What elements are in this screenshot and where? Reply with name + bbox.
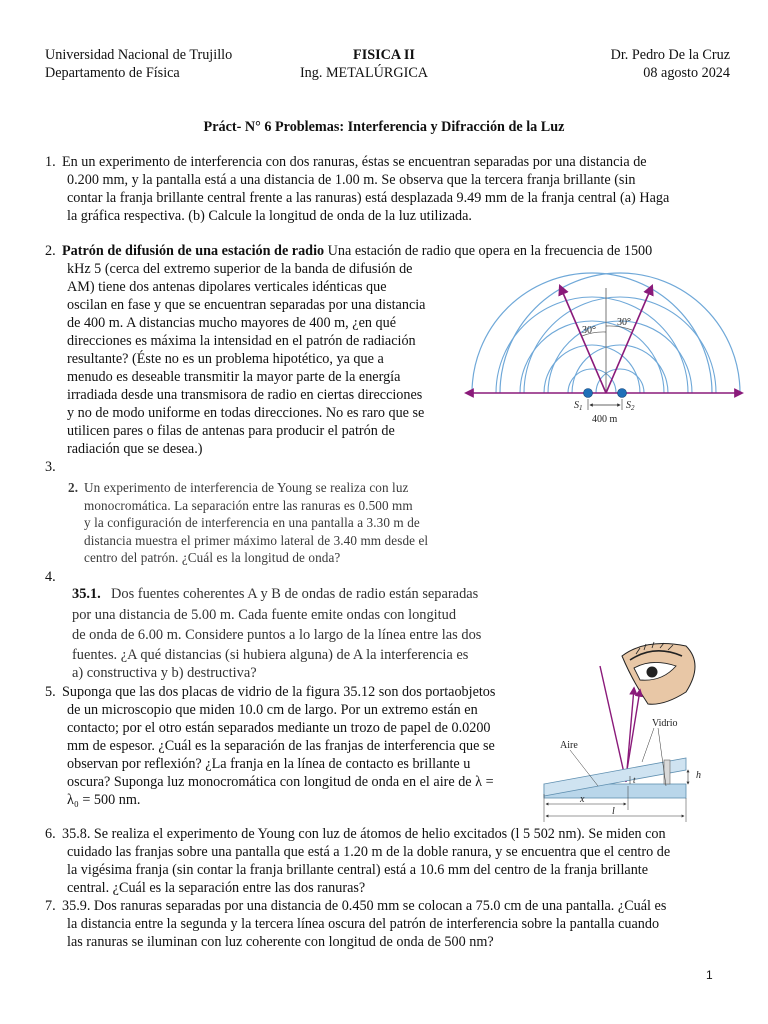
problem-2-line-4: oscilan en fase y que se encuentran separadas por una distancia <box>67 297 426 313</box>
header-department: Departamento de Física <box>45 65 180 81</box>
problem-6-line-3: la vigésima franja (sin contar la franja brillante central) está a 10.6 mm del centro de la franja brillante <box>67 862 649 878</box>
problem-5-line-6: oscura? Suponga luz monocromática con longitud de onda en el aire de λ = <box>67 774 494 790</box>
problem-1-number: 1. <box>45 154 56 170</box>
length-label: l <box>612 806 615 817</box>
problem-4-line-3: de onda de 6.00 m. Considere puntos a lo largo de la línea entre las dos <box>72 627 482 643</box>
angle-right-label: 30° <box>617 317 631 328</box>
problem-3-scan-number: 2. <box>68 480 79 495</box>
problem-6-line-1: 35.8. Se realiza el experimento de Young con luz de átomos de helio excitados (l 5 502 nm). Se miden con <box>62 826 666 842</box>
header-program: Ing. METALÚRGICA <box>299 65 429 81</box>
problem-1-line-3: contar la franja brillante central frente a las ranuras) está desplazada 9.49 mm de la franja central (a) Haga <box>67 190 670 206</box>
antenna-s2-dot <box>618 389 627 398</box>
problem-2-line-9: irradiada desde una transmisora de radio en ciertas direcciones <box>67 387 423 403</box>
antenna-pattern-figure <box>462 268 744 428</box>
angle-left-label: 30° <box>582 325 596 336</box>
problem-2-line-11: utilicen pares o filas de antenas para producir el patrón de <box>67 423 395 439</box>
problem-3-line-4: distancia muestra el primer máximo lateral de 3.40 mm desde el <box>84 533 429 548</box>
problem-7-line-2: la distancia entre la segunda y la tercera línea oscura del patrón de interferencia sobre la pantalla cuando <box>67 916 660 932</box>
problem-5-line-7: λ₀ = 500 nm. <box>67 792 141 808</box>
air-label: Aire <box>560 740 578 751</box>
x-label: x <box>580 794 585 805</box>
problem-6-line-2: cuidado las franjas sobre una pantalla que está a 1.20 m de la doble ranura, y se encuentra que el centro de <box>67 844 671 860</box>
problem-2-line-8: menudo es deseable transmitir la mayor parte de la energía <box>67 369 401 385</box>
header-professor: Dr. Pedro De la Cruz <box>610 47 730 63</box>
paper-spacer <box>664 760 670 784</box>
problem-2-number: 2. <box>45 243 56 259</box>
problem-1-line-2: 0.200 mm, y la pantalla está a una distancia de 1.00 m. Se observa que la tercera franja brillante (sin <box>67 172 636 188</box>
problem-2-line-6: direcciones es máxima la intensidad en el patrón de radiación <box>67 333 416 349</box>
problem-2-line-5: de 400 m. A distancias mucho mayores de 400 m, ¿en qué <box>67 315 396 331</box>
source-1-label: $S_1$ <box>574 400 583 412</box>
problem-5-line-1: Suponga que las dos placas de vidrio de la figura 35.12 son dos portaobjetos <box>62 684 496 700</box>
max-direction-left <box>560 286 606 393</box>
problem-2-line-12: radiación que se desea.) <box>67 441 203 457</box>
header-university: Universidad Nacional de Trujillo <box>45 47 233 63</box>
problem-5-line-3: contacto; por el otro están separados mediante un trozo de papel de 0.0200 <box>67 720 491 736</box>
problem-3-number: 3. <box>45 459 56 475</box>
incident-ray <box>600 666 626 782</box>
problem-5-line-5: observan por reflexión? ¿La franja en la línea de contacto es brillante u <box>67 756 471 772</box>
header-date: 08 agosto 2024 <box>643 65 730 81</box>
problem-5-number: 5. <box>45 684 56 700</box>
problem-4-number: 4. <box>45 569 56 585</box>
problem-2-line-7: resultante? (Éste no es un problema hipotético, ya que a <box>67 351 384 367</box>
problem-1-line-4: la gráfica respectiva. (b) Calcule la longitud de onda de la luz utilizada. <box>67 208 472 224</box>
problem-1-line-1: En un experimento de interferencia con dos ranuras, éstas se encuentran separadas por una distancia de <box>62 154 647 170</box>
problem-7-line-1: 35.9. Dos ranuras separadas por una distancia de 0.450 mm se colocan a 75.0 cm de una pantalla. ¿Cuál es <box>62 898 667 914</box>
problem-7-number: 7. <box>45 898 56 914</box>
height-label: h <box>696 770 701 781</box>
problem-7-line-3: las ranuras se iluminan con luz coherente con longitud de onda de 500 nm? <box>67 934 494 950</box>
distance-label: 400 m <box>592 414 618 425</box>
max-direction-right <box>606 286 652 393</box>
problem-6-number: 6. <box>45 826 56 842</box>
page-number: 1 <box>706 968 713 982</box>
problem-5-line-4: mm de espesor. ¿Cuál es la separación de las franjas de interferencia que se <box>67 738 495 754</box>
problem-4-line-4: fuentes. ¿A qué distancias (si hubiera alguna) de A la interferencia es <box>72 647 469 663</box>
thickness-label: t <box>633 775 636 785</box>
problem-2-bold-lead: Patrón de difusión de una estación de radio <box>62 243 325 259</box>
problem-6-line-4: central. ¿Cuál es la separación entre las dos ranuras? <box>67 880 366 896</box>
problem-2-line-10: y no de modo uniforme en todas direcciones. No es raro que se <box>67 405 425 421</box>
problem-2-line-2: kHz 5 (cerca del extremo superior de la banda de difusión de <box>67 261 413 277</box>
problem-4-line-5: a) constructiva y b) destructiva? <box>72 665 257 681</box>
header-course: FISICA II <box>353 47 415 63</box>
problem-3-line-3: y la configuración de interferencia en una pantalla a 3.30 m de <box>84 515 420 530</box>
problem-2-line-3: AM) tiene dos antenas dipolares verticales idénticas que <box>67 279 387 295</box>
page-title: Práct- N° 6 Problemas: Interferencia y Difracción de la Luz <box>203 119 565 135</box>
problem-5-line-2: de un microscopio que miden 10.0 cm de largo. Por un extremo están en <box>67 702 478 718</box>
air-wedge-figure <box>536 636 720 822</box>
problem-4-line-1: Dos fuentes coherentes A y B de ondas de radio están separadas <box>111 586 479 602</box>
source-2-label: $S_2$ <box>626 400 635 412</box>
problem-2-line-1 <box>62 242 652 260</box>
problem-3-line-5: centro del patrón. ¿Cuál es la longitud de onda? <box>84 550 341 565</box>
problem-3-line-2: monocromática. La separación entre las ranuras es 0.500 mm <box>84 498 413 513</box>
problem-2-first-line-rest: Una estación de radio que opera en la frecuencia de 1500 <box>324 243 653 259</box>
glass-label: Vidrio <box>652 718 678 729</box>
problem-4-line-2: por una distancia de 5.00 m. Cada fuente emite ondas con longitud <box>72 607 457 623</box>
problem-3-line-1: Un experimento de interferencia de Young se realiza con luz <box>84 480 409 495</box>
antenna-s1-dot <box>584 389 593 398</box>
problem-4-scan-number: 35.1. <box>72 586 101 602</box>
